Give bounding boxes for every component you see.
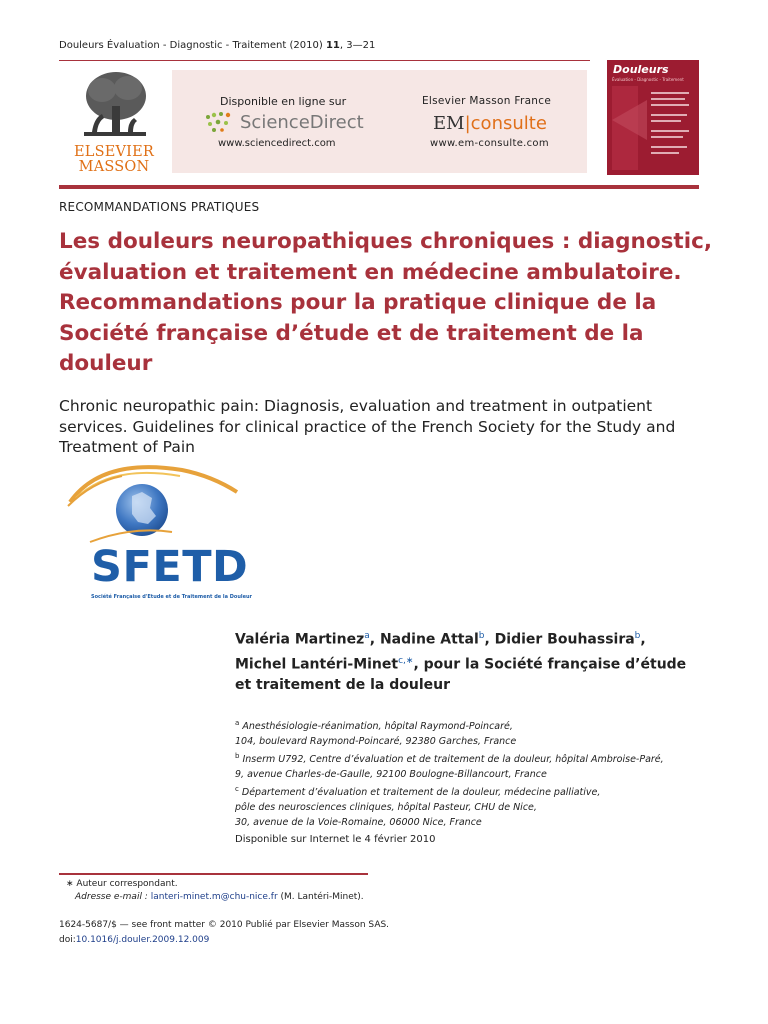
affiliation-text: 104, boulevard Raymond-Poincaré, 92380 Garches, France	[235, 736, 517, 748]
author-name: Nadine Attal	[379, 631, 479, 648]
em-consulte-logo	[433, 113, 547, 134]
publisher-name-line1: ELSEVIER	[73, 144, 155, 160]
author-list	[235, 626, 705, 696]
affiliation-line	[235, 800, 715, 815]
footnote-rule	[59, 873, 368, 875]
email-label: Adresse e-mail :	[75, 892, 148, 902]
corresponding-author-note	[66, 879, 178, 889]
journal-reference	[59, 40, 375, 51]
affiliation-line	[235, 716, 715, 734]
author-name: Michel Lantéri-Minet	[235, 656, 399, 673]
doi-link[interactable]: 10.1016/j.douler.2009.12.009	[75, 935, 210, 945]
em-logo-consulte: consulte	[470, 113, 547, 134]
affiliation-line	[235, 782, 715, 800]
sfetd-subtext: Société Française d'Etude et de Traitement de la Douleur	[91, 594, 253, 600]
em-logo-separator: |	[464, 113, 471, 134]
affiliation-text: Anesthésiologie-réanimation, hôpital Raymond-Poincaré,	[242, 721, 513, 733]
doi-label: doi:	[59, 935, 76, 945]
publisher-name	[66, 145, 162, 175]
email-suffix: (M. Lantéri-Minet).	[277, 892, 364, 902]
affiliations	[235, 716, 715, 830]
sciencedirect-leaves-icon	[204, 111, 238, 135]
journal-ref-pages: , 3—21	[339, 40, 376, 51]
doi-line	[59, 935, 209, 945]
article-title-french: Les douleurs neuropathiques chroniques : diagnostic, évaluation et traitement en médecine ambulatoire. Recommandations pour la pratique clinique de la Société française d’étude et de traitement de la douleur	[59, 229, 712, 376]
sciencedirect-intro: Disponible en ligne sur	[220, 95, 347, 108]
journal-ref-text: Douleurs Évaluation - Diagnostic - Traitement (2010)	[59, 40, 326, 51]
publisher-name-line2: MASSON	[78, 159, 150, 175]
affiliation-text: 9, avenue Charles-de-Gaulle, 92100 Boulogne-Billancourt, France	[235, 769, 547, 781]
author-separator: ,	[484, 631, 495, 648]
email-link[interactable]: lanteri-minet.m@chu-nice.fr	[150, 892, 278, 902]
affiliation-line	[235, 767, 715, 782]
cover-title: Douleurs	[613, 63, 669, 76]
journal-ref-volume: 11	[325, 40, 340, 51]
author-affiliation-mark[interactable]: b	[478, 631, 485, 641]
em-consulte-intro: Elsevier Masson France	[422, 95, 552, 107]
affiliation-line	[235, 815, 715, 830]
affiliation-text: 30, avenue de la Voie-Romaine, 06000 Nice, France	[235, 817, 482, 829]
affiliation-mark: a	[235, 719, 240, 727]
header-divider	[59, 185, 699, 189]
affiliation-text: pôle des neurosciences cliniques, hôpital Pasteur, CHU de Nice,	[235, 802, 537, 814]
sfetd-wordmark: SFETD	[91, 542, 249, 592]
section-label: RECOMMANDATIONS PRATIQUES	[59, 200, 260, 214]
author-separator: ,	[640, 631, 646, 648]
author-name: Valéria Martinez	[235, 631, 365, 648]
author-separator: ,	[369, 631, 380, 648]
author-affiliation-mark[interactable]: c,∗	[398, 655, 414, 666]
available-online-date: Disponible sur Internet le 4 février 2010	[235, 834, 436, 845]
corresponding-mark: ∗	[66, 879, 74, 889]
affiliation-text: Département d’évaluation et traitement de la douleur, médecine palliative,	[241, 787, 601, 799]
affiliation-line	[235, 734, 715, 749]
author-affiliation-mark[interactable]: b	[634, 631, 641, 641]
em-consulte-url[interactable]: www.em-consulte.com	[430, 138, 549, 149]
corresponding-label: Auteur correspondant.	[76, 879, 178, 889]
em-logo-em: EM	[433, 113, 465, 134]
author-name: Didier Bouhassira	[494, 631, 635, 648]
email-note	[75, 892, 364, 902]
affiliation-line	[235, 749, 715, 767]
sciencedirect-url[interactable]: www.sciencedirect.com	[218, 138, 336, 149]
author-group: , pour la Société française d’étude et traitement de la douleur	[235, 656, 687, 694]
article-title-english: Chronic neuropathic pain: Diagnosis, evaluation and treatment in outpatient services. Guidelines for clinical practice of the French Society for the Study and Treatment of Pain	[59, 397, 676, 456]
affiliation-mark: c	[235, 785, 239, 794]
sciencedirect-name: ScienceDirect	[240, 112, 364, 133]
affiliation-mark: b	[235, 752, 240, 761]
author-affiliation-mark[interactable]: a	[364, 631, 370, 641]
cover-subtitle: Évaluation - Diagnostic - Traitement	[612, 77, 684, 82]
top-rule	[59, 60, 590, 61]
issn-line: 1624-5687/$ — see front matter © 2010 Publié par Elsevier Masson SAS.	[59, 920, 390, 930]
affiliation-text: Inserm U792, Centre d’évaluation et de traitement de la douleur, hôpital Ambroise-Paré,	[242, 754, 664, 766]
